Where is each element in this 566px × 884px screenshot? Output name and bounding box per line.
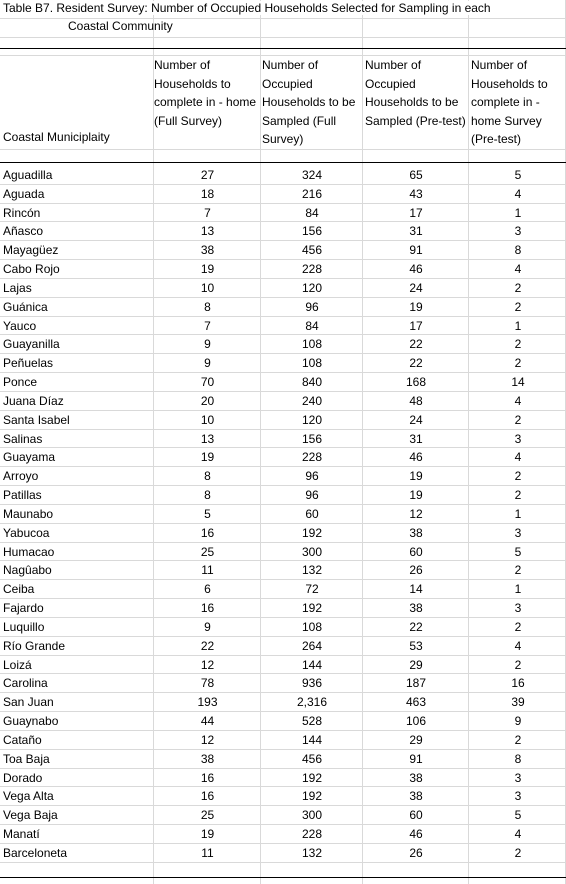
municipality-cell: Loizá [3, 657, 32, 672]
table-row [0, 467, 566, 486]
municipality-cell: Yabucoa [3, 525, 50, 540]
table-row [0, 335, 566, 354]
table-row [0, 656, 566, 675]
municipality-cell: Vega Alta [3, 789, 54, 804]
value-cell: 38 [200, 751, 215, 766]
value-cell: 14 [511, 375, 525, 390]
header-sampled-pretest [365, 56, 467, 150]
value-cell: 22 [200, 638, 215, 653]
value-cell: 132 [301, 563, 323, 578]
value-cell: 300 [301, 808, 323, 823]
header-label: Number of Households to complete in - home Survey (Pre-test) [471, 58, 548, 146]
value-cell: 228 [301, 262, 323, 277]
value-cell: 16 [200, 789, 215, 804]
value-cell: 9 [204, 356, 211, 371]
value-cell: 11 [201, 845, 214, 860]
value-cell: 22 [409, 619, 423, 634]
table-title: Table B7. Resident Survey: Number of Occupied Households Selected for Sampling in each [3, 1, 497, 15]
value-cell: 120 [301, 280, 323, 295]
value-cell: 72 [305, 582, 319, 597]
municipality-cell: Yauco [3, 318, 37, 333]
value-cell: 26 [409, 845, 423, 860]
value-cell: 8 [204, 469, 211, 484]
municipality-cell: Aguada [3, 186, 45, 201]
value-cell: 300 [301, 544, 323, 559]
value-cell: 12 [200, 732, 215, 747]
value-cell: 16 [511, 676, 525, 691]
value-cell: 5 [514, 168, 522, 182]
rule-top [0, 48, 566, 49]
value-cell: 2 [514, 845, 522, 860]
table-row [0, 392, 566, 411]
value-cell: 5 [514, 544, 522, 559]
value-cell: 46 [409, 262, 423, 277]
value-cell: 17 [409, 318, 423, 333]
municipality-cell: Santa Isabel [3, 412, 70, 427]
table-row [0, 430, 566, 449]
table-row [0, 844, 566, 863]
table-row [0, 543, 566, 562]
value-cell: 840 [301, 375, 323, 390]
table-row [0, 373, 566, 392]
value-cell: 156 [301, 224, 323, 239]
value-cell: 192 [301, 770, 323, 785]
value-cell: 528 [301, 714, 323, 729]
municipality-cell: Lajas [3, 280, 32, 295]
value-cell: 192 [301, 789, 323, 804]
value-cell: 156 [301, 431, 323, 446]
municipality-cell: Barceloneta [3, 845, 68, 860]
table-row [0, 580, 566, 599]
value-cell: 53 [409, 638, 423, 653]
table-row [0, 674, 566, 693]
table-row [0, 298, 566, 317]
value-cell: 4 [514, 262, 522, 277]
value-cell: 13 [200, 431, 215, 446]
municipality-cell: Peñuelas [3, 356, 54, 371]
value-cell: 8 [204, 488, 211, 503]
value-cell: 2 [514, 732, 522, 747]
value-cell: 463 [405, 695, 427, 710]
municipality-cell: Guánica [3, 299, 48, 314]
value-cell: 9 [204, 337, 211, 352]
value-cell: 108 [301, 337, 323, 352]
value-cell: 20 [200, 393, 215, 408]
value-cell: 96 [305, 299, 319, 314]
table-row [0, 260, 566, 279]
table-row [0, 241, 566, 260]
value-cell: 25 [200, 544, 215, 559]
value-cell: 2 [514, 563, 522, 578]
value-cell: 38 [409, 770, 423, 785]
rule-bottom [0, 877, 566, 878]
municipality-cell: Ceiba [3, 582, 35, 597]
value-cell: 31 [409, 224, 423, 239]
value-cell: 5 [514, 808, 522, 823]
grid-line [0, 37, 566, 38]
value-cell: 78 [200, 676, 215, 691]
table-row [0, 561, 566, 580]
value-cell: 44 [200, 714, 215, 729]
table-row [0, 505, 566, 524]
value-cell: 96 [305, 469, 319, 484]
value-cell: 144 [301, 732, 323, 747]
table-row [0, 731, 566, 750]
value-cell: 108 [301, 356, 323, 371]
municipality-cell: Luquillo [3, 619, 45, 634]
value-cell: 228 [301, 827, 323, 842]
header-label: Number of Occupied Households to be Sampled (Pre-test) [365, 58, 466, 128]
value-cell: 8 [514, 243, 522, 258]
table-row [0, 166, 566, 185]
value-cell: 324 [301, 168, 323, 182]
table-row [0, 693, 566, 712]
municipality-cell: Toa Baja [3, 751, 50, 766]
value-cell: 132 [301, 845, 323, 860]
value-cell: 19 [409, 469, 423, 484]
value-cell: 6 [204, 582, 211, 597]
table-row [0, 787, 566, 806]
value-cell: 7 [204, 318, 211, 333]
table-row [0, 769, 566, 788]
value-cell: 3 [514, 770, 522, 785]
table-row [0, 618, 566, 637]
value-cell: 2 [514, 280, 522, 295]
municipality-cell: Humacao [3, 544, 55, 559]
value-cell: 3 [514, 431, 522, 446]
value-cell: 38 [409, 525, 423, 540]
value-cell: 2 [514, 412, 522, 427]
value-cell: 25 [200, 808, 215, 823]
value-cell: 38 [409, 789, 423, 804]
header-sampled-full [262, 56, 362, 150]
value-cell: 91 [409, 243, 423, 258]
value-cell: 31 [409, 431, 423, 446]
table-row [0, 354, 566, 373]
value-cell: 43 [409, 186, 423, 201]
value-cell: 4 [514, 827, 522, 842]
value-cell: 48 [409, 393, 423, 408]
municipality-cell: Dorado [3, 770, 43, 785]
value-cell: 70 [200, 375, 215, 390]
value-cell: 1 [514, 506, 522, 521]
municipality-cell: Nagûabo [3, 563, 52, 578]
value-cell: 16 [200, 770, 215, 785]
value-cell: 5 [204, 506, 211, 521]
value-cell: 3 [514, 224, 522, 239]
value-cell: 456 [301, 243, 323, 258]
table-row [0, 712, 566, 731]
value-cell: 192 [301, 525, 323, 540]
municipality-cell: Rincón [3, 205, 41, 220]
table-row [0, 185, 566, 204]
value-cell: 91 [409, 751, 423, 766]
value-cell: 1 [514, 582, 522, 597]
value-cell: 38 [409, 601, 423, 616]
table-row [0, 806, 566, 825]
value-cell: 84 [305, 205, 319, 220]
municipality-cell: Cabo Rojo [3, 262, 60, 277]
municipality-cell: Manatí [3, 827, 40, 842]
value-cell: 9 [514, 714, 522, 729]
value-cell: 8 [514, 751, 522, 766]
value-cell: 11 [201, 563, 214, 578]
value-cell: 60 [409, 808, 423, 823]
table-row [0, 486, 566, 505]
value-cell: 96 [305, 488, 319, 503]
value-cell: 22 [409, 356, 423, 371]
value-cell: 3 [514, 525, 522, 540]
value-cell: 65 [409, 168, 423, 182]
value-cell: 2 [514, 337, 522, 352]
rule-header [0, 162, 566, 163]
value-cell: 2 [514, 488, 522, 503]
municipality-cell: Maunabo [3, 506, 54, 521]
municipality-cell: Cataño [3, 732, 42, 747]
value-cell: 2 [514, 469, 522, 484]
municipality-cell: Salinas [3, 431, 43, 446]
table-row [0, 524, 566, 543]
table-title-continued: Coastal Community [68, 19, 173, 33]
header-households-full [154, 56, 258, 150]
municipality-cell: Guayanilla [3, 337, 60, 352]
value-cell: 7 [204, 205, 211, 220]
table-row [0, 279, 566, 298]
value-cell: 29 [409, 732, 423, 747]
value-cell: 46 [409, 827, 423, 842]
value-cell: 24 [409, 280, 423, 295]
value-cell: 4 [514, 186, 522, 201]
table-row [0, 204, 566, 223]
value-cell: 3 [514, 601, 522, 616]
value-cell: 8 [204, 299, 211, 314]
value-cell: 12 [200, 657, 215, 672]
value-cell: 264 [301, 638, 323, 653]
table-row [0, 599, 566, 618]
value-cell: 29 [409, 657, 423, 672]
value-cell: 120 [301, 412, 323, 427]
value-cell: 17 [409, 205, 423, 220]
municipality-cell: Arroyo [3, 469, 39, 484]
municipality-cell: San Juan [3, 695, 54, 710]
header-label: Coastal Municiplaity [3, 130, 110, 144]
value-cell: 16 [200, 601, 215, 616]
value-cell: 216 [301, 186, 323, 201]
value-cell: 106 [405, 714, 427, 729]
value-cell: 192 [301, 601, 323, 616]
municipality-cell: Fajardo [3, 601, 44, 616]
value-cell: 24 [409, 412, 423, 427]
value-cell: 12 [409, 506, 423, 521]
value-cell: 240 [301, 393, 323, 408]
value-cell: 144 [301, 657, 323, 672]
value-cell: 38 [200, 243, 215, 258]
value-cell: 46 [409, 450, 423, 465]
municipality-cell: Vega Baja [3, 808, 58, 823]
value-cell: 2,316 [296, 695, 328, 710]
value-cell: 9 [204, 619, 211, 634]
municipality-cell: Río Grande [3, 638, 66, 653]
value-cell: 2 [514, 356, 522, 371]
municipality-cell: Carolina [3, 676, 48, 691]
municipality-cell: Ponce [3, 375, 38, 390]
municipality-cell: Aguadilla [3, 168, 53, 182]
table-row [0, 317, 566, 336]
value-cell: 228 [301, 450, 323, 465]
municipality-cell: Guaynabo [3, 714, 59, 729]
value-cell: 2 [514, 299, 522, 314]
value-cell: 26 [409, 563, 423, 578]
municipality-cell: Mayagüez [3, 243, 59, 258]
value-cell: 1 [514, 318, 522, 333]
value-cell: 193 [197, 695, 218, 710]
header-label: Number of Households to complete in - home (Full Survey) [154, 58, 257, 128]
table-row [0, 637, 566, 656]
value-cell: 60 [305, 506, 319, 521]
value-cell: 4 [514, 393, 522, 408]
value-cell: 19 [200, 450, 215, 465]
value-cell: 4 [514, 638, 522, 653]
value-cell: 84 [305, 318, 319, 333]
municipality-cell: Juana Díaz [3, 393, 64, 408]
header-households-pretest [471, 56, 565, 150]
value-cell: 13 [200, 224, 215, 239]
municipality-cell: Guayama [3, 450, 56, 465]
municipality-cell: Añasco [3, 224, 44, 239]
value-cell: 936 [301, 676, 323, 691]
value-cell: 39 [511, 695, 525, 710]
value-cell: 4 [514, 450, 522, 465]
value-cell: 27 [200, 168, 215, 182]
table-row [0, 448, 566, 467]
value-cell: 19 [409, 488, 423, 503]
value-cell: 456 [301, 751, 323, 766]
value-cell: 2 [514, 657, 522, 672]
value-cell: 60 [409, 544, 423, 559]
table-row [0, 222, 566, 241]
value-cell: 18 [200, 186, 215, 201]
header-municipality [3, 56, 151, 150]
value-cell: 108 [301, 619, 323, 634]
value-cell: 187 [405, 676, 427, 691]
value-cell: 10 [200, 412, 215, 427]
value-cell: 19 [409, 299, 423, 314]
value-cell: 19 [200, 262, 215, 277]
value-cell: 3 [514, 789, 522, 804]
value-cell: 168 [405, 375, 427, 390]
table-row [0, 825, 566, 844]
header-label: Number of Occupied Households to be Sampled (Full Survey) [262, 58, 356, 146]
value-cell: 16 [200, 525, 215, 540]
value-cell: 14 [409, 582, 423, 597]
table-row [0, 750, 566, 769]
municipality-cell: Patillas [3, 488, 42, 503]
value-cell: 19 [200, 827, 215, 842]
value-cell: 10 [200, 280, 215, 295]
value-cell: 2 [514, 619, 522, 634]
value-cell: 1 [514, 205, 522, 220]
value-cell: 22 [409, 337, 423, 352]
table-row [0, 411, 566, 430]
